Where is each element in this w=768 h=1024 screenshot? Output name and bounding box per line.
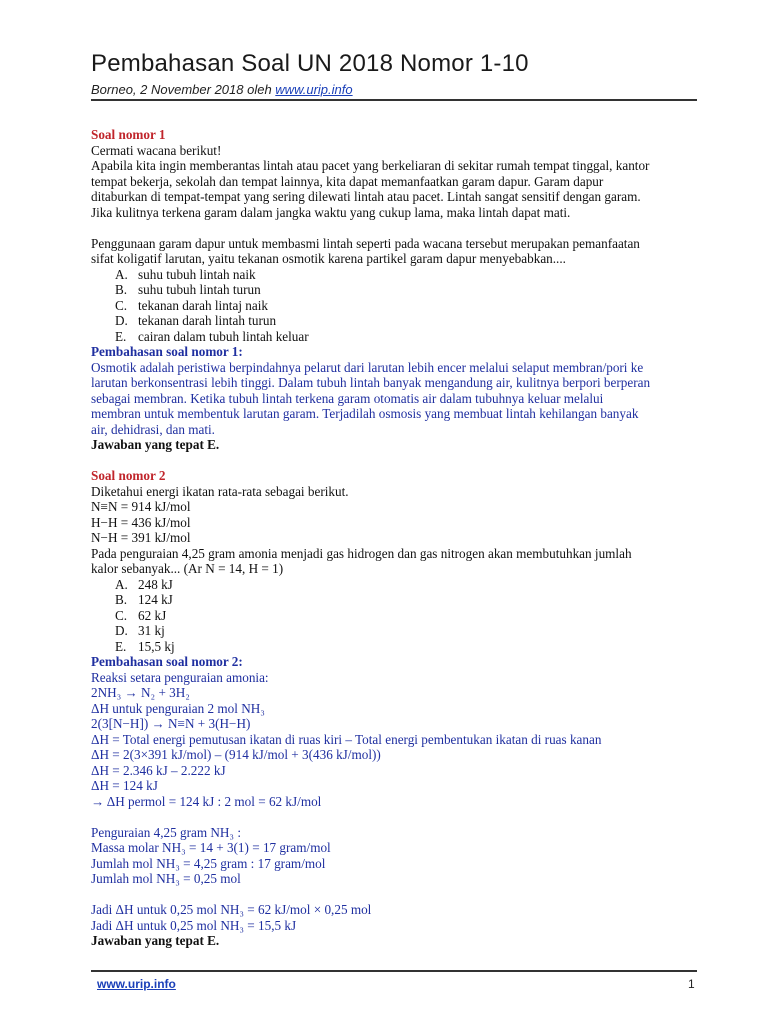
discussion-2-heading: Pembahasan soal nomor 2: bbox=[91, 654, 243, 669]
option-item bbox=[91, 592, 691, 608]
option-letter: A. bbox=[115, 266, 128, 282]
discussion-line: ΔH = 2(3×391 kJ/mol) – (914 kJ/mol + 3(436 kJ/mol)) bbox=[91, 747, 381, 762]
option-text: 15,5 kj bbox=[138, 638, 175, 654]
option-item bbox=[91, 298, 691, 314]
answer-1: Jawaban yang tepat E. bbox=[91, 437, 220, 452]
text-line: N≡N = 914 kJ/mol bbox=[91, 499, 191, 514]
answer-2: Jawaban yang tepat E. bbox=[91, 933, 220, 948]
text-line: ditaburkan di tempat-tempat yang sering dilewati lintah atau pacet. Lintah sangat sensitif dengan garam. bbox=[91, 189, 641, 204]
text-line: Jika kulitnya terkena garam dalam jangka waktu yang cukup lama, maka lintah dapat mati. bbox=[91, 204, 571, 220]
option-text: 124 kJ bbox=[138, 592, 173, 607]
option-text: 248 kJ bbox=[138, 576, 173, 592]
option-item bbox=[91, 608, 691, 624]
option-letter: C. bbox=[115, 607, 128, 623]
text-line: N−H = 391 kJ/mol bbox=[91, 530, 191, 545]
option-item bbox=[91, 623, 691, 639]
discussion-line: Jadi ΔH untuk 0,25 mol NH₃ = 15,5 kJ bbox=[91, 917, 297, 933]
option-text: 62 kJ bbox=[138, 607, 167, 623]
page-number: 1 bbox=[688, 977, 695, 991]
option-text: tekanan darah lintaj naik bbox=[138, 297, 268, 313]
answer-options bbox=[91, 267, 691, 345]
option-text: 31 kj bbox=[138, 623, 165, 638]
option-item bbox=[91, 639, 691, 655]
header-divider bbox=[91, 99, 697, 101]
option-item bbox=[91, 329, 691, 345]
question-2 bbox=[91, 468, 691, 949]
discussion-line: → ΔH permol = 124 kJ : 2 mol = 62 kJ/mol bbox=[91, 793, 322, 809]
option-item bbox=[91, 577, 691, 593]
subtitle-link[interactable]: www.urip.info bbox=[275, 82, 353, 97]
page-title: Pembahasan Soal UN 2018 Nomor 1-10 bbox=[91, 50, 529, 77]
page-subtitle bbox=[91, 82, 353, 97]
text-line: tempat bekerja, sekolah dan tempat lainnya, kita dapat memanfaatkan garam dapur. Garam dapur bbox=[91, 173, 604, 189]
discussion-line: Jumlah mol NH₃ = 4,25 gram : 17 gram/mol bbox=[91, 855, 326, 871]
spacer bbox=[91, 220, 691, 236]
option-letter: B. bbox=[115, 282, 128, 297]
discussion-1-heading: Pembahasan soal nomor 1: bbox=[91, 344, 243, 359]
discussion-line: ΔH = 2.346 kJ – 2.222 kJ bbox=[91, 762, 226, 778]
option-text: suhu tubuh lintah turun bbox=[138, 282, 261, 297]
option-letter: D. bbox=[115, 623, 128, 638]
discussion-line: Penguraian 4,25 gram NH₃ : bbox=[91, 824, 241, 840]
discussion-line: 2(3[N−H]) → N≡N + 3(H−H) bbox=[91, 716, 251, 731]
discussion-line: air, dehidrasi, dan mati. bbox=[91, 421, 215, 437]
question-line: Penggunaan garam dapur untuk membasmi lintah seperti pada wacana tersebut merupakan pemanfaatan bbox=[91, 235, 640, 251]
discussion-line: Reaksi setara penguraian amonia: bbox=[91, 669, 269, 685]
spacer bbox=[91, 887, 691, 903]
option-letter: B. bbox=[115, 592, 128, 607]
subtitle-text: Borneo, 2 November 2018 oleh bbox=[91, 82, 276, 97]
option-item bbox=[91, 282, 691, 298]
option-letter: C. bbox=[115, 297, 128, 313]
text-line: Apabila kita ingin memberantas lintah atau pacet yang berkeliaran di sekitar rumah tempat tinggal, kantor bbox=[91, 158, 650, 173]
option-letter: D. bbox=[115, 313, 128, 328]
text-line: kalor sebanyak... (Ar N = 14, H = 1) bbox=[91, 561, 284, 576]
option-text: tekanan darah lintah turun bbox=[138, 313, 277, 328]
question-line: sifat koligatif larutan, yaitu tekanan osmotik karena partikel garam dapur menyebabkan.... bbox=[91, 251, 566, 266]
footer-link[interactable]: www.urip.info bbox=[97, 977, 176, 991]
text-line: Diketahui energi ikatan rata-rata sebagai berikut. bbox=[91, 483, 349, 499]
option-letter: E. bbox=[115, 638, 127, 654]
footer-divider bbox=[91, 970, 697, 972]
option-item bbox=[91, 313, 691, 329]
discussion-line: Massa molar NH₃ = 14 + 3(1) = 17 gram/mol bbox=[91, 840, 331, 855]
option-item bbox=[91, 267, 691, 283]
spacer bbox=[91, 809, 691, 825]
option-text: cairan dalam tubuh lintah keluar bbox=[138, 328, 309, 344]
document-body bbox=[91, 127, 691, 949]
discussion-line: membran untuk membentuk larutan garam. Terjadilah osmosis yang membuat lintah kehilangan banyak bbox=[91, 406, 639, 421]
discussion-line: larutan berkonsentrasi lebih tinggi. Dalam tubuh lintah banyak mengandung air, kulitnya berpori berperan bbox=[91, 375, 651, 390]
discussion-line: ΔH = Total energi pemutusan ikatan di ruas kiri – Total energi pembentukan ikatan di ruas kanan bbox=[91, 731, 602, 747]
text-line: H−H = 436 kJ/mol bbox=[91, 514, 191, 530]
question-2-heading: Soal nomor 2 bbox=[91, 468, 166, 483]
spacer bbox=[91, 453, 691, 469]
text-line: Cermati wacana berikut! bbox=[91, 142, 222, 158]
discussion-line: Osmotik adalah peristiwa berpindahnya pelarut dari larutan lebih encer melalui selaput membran/pori ke bbox=[91, 359, 644, 375]
option-letter: E. bbox=[115, 328, 127, 344]
option-letter: A. bbox=[115, 576, 128, 592]
discussion-line: 2NH₃ → N₂ + 3H₂ bbox=[91, 685, 190, 700]
question-1 bbox=[91, 127, 691, 453]
discussion-line: ΔH = 124 kJ bbox=[91, 778, 158, 793]
discussion-line: sebagai membran. Ketika tubuh lintah terkena garam otomatis air dalam tubuhnya keluar melalui bbox=[91, 390, 604, 406]
discussion-line: Jumlah mol NH₃ = 0,25 mol bbox=[91, 871, 241, 886]
discussion-line: ΔH untuk penguraian 2 mol NH₃ bbox=[91, 700, 265, 716]
answer-options bbox=[91, 577, 691, 655]
question-1-heading: Soal nomor 1 bbox=[91, 127, 166, 142]
option-text: suhu tubuh lintah naik bbox=[138, 266, 256, 282]
text-line: Pada penguraian 4,25 gram amonia menjadi gas hidrogen dan gas nitrogen akan membutuhkan jumlah bbox=[91, 545, 632, 561]
discussion-line: Jadi ΔH untuk 0,25 mol NH₃ = 62 kJ/mol × 0,25 mol bbox=[91, 902, 372, 917]
